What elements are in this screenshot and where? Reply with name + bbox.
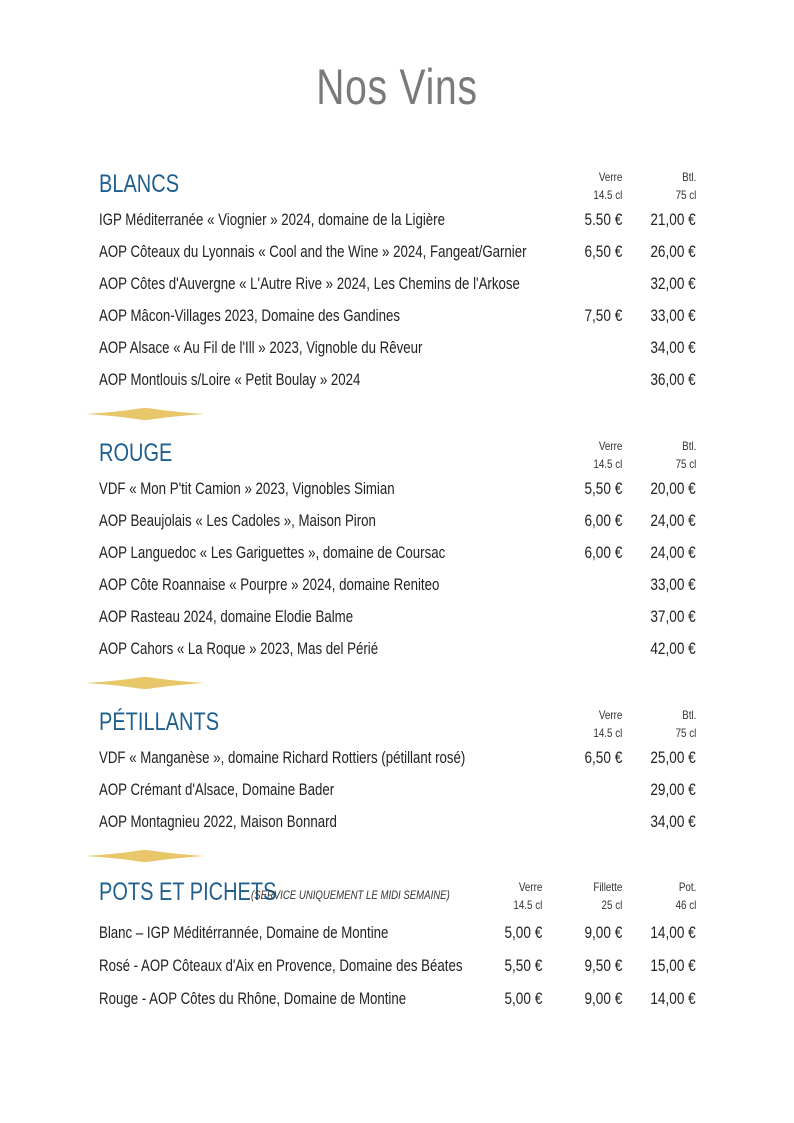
wine-name: AOP Montagnieu 2022, Maison Bonnard [99, 812, 337, 831]
bottle-price: 20,00 € [650, 479, 696, 498]
wine-name: Blanc – IGP Méditérrannée, Domaine de Montine [99, 923, 389, 942]
section-title-petillants: PÉTILLANTS [99, 708, 220, 736]
list-item [99, 607, 699, 631]
wine-name: AOP Côteaux du Lyonnais « Cool and the Wine » 2024, Fangeat/Garnier [99, 242, 527, 261]
section-title-blancs: BLANCS [99, 170, 180, 198]
bottle-price: 33,00 € [650, 306, 696, 325]
col-verre-head: Verre 14.5 cl [593, 439, 622, 471]
list-item [99, 543, 699, 567]
fillette-price: 9,50 € [584, 956, 622, 975]
glass-price: 6,50 € [584, 242, 622, 261]
wine-name: Rouge - AOP Côtes du Rhône, Domaine de Montine [99, 989, 407, 1008]
list-item [99, 274, 699, 298]
list-item [99, 370, 699, 394]
bottle-price: 24,00 € [650, 511, 696, 530]
fillette-price: 9,00 € [584, 923, 622, 942]
col-verre-head: Verre 14.5 cl [513, 880, 542, 912]
divider-ornament [86, 849, 204, 863]
bottle-price: 42,00 € [650, 639, 696, 658]
list-item [99, 923, 699, 947]
wine-name: AOP Alsace « Au Fil de l'Ill » 2023, Vignoble du Rêveur [99, 338, 423, 357]
list-item [99, 812, 699, 836]
glass-price: 6,00 € [584, 511, 622, 530]
list-item [99, 989, 699, 1013]
col-btl-head: Btl. 75 cl [675, 170, 696, 202]
col-btl-head: Btl. 75 cl [675, 439, 696, 471]
bottle-price: 26,00 € [650, 242, 696, 261]
col-btl-head: Btl. 75 cl [675, 708, 696, 740]
list-item [99, 956, 699, 980]
divider-ornament [86, 676, 204, 690]
glass-price: 5,50 € [584, 479, 622, 498]
bottle-price: 33,00 € [650, 575, 696, 594]
page-title: Nos Vins [316, 59, 478, 115]
col-pot-head: Pot. 46 cl [675, 880, 696, 912]
bottle-price: 34,00 € [650, 812, 696, 831]
wine-name: AOP Montlouis s/Loire « Petit Boulay » 2024 [99, 370, 361, 389]
wine-name: AOP Cahors « La Roque » 2023, Mas del Périé [99, 639, 379, 658]
bottle-price: 24,00 € [650, 543, 696, 562]
pot-price: 15,00 € [650, 956, 696, 975]
wine-name: AOP Rasteau 2024, domaine Elodie Balme [99, 607, 354, 626]
pot-price: 14,00 € [650, 989, 696, 1008]
bottle-price: 34,00 € [650, 338, 696, 357]
list-item [99, 575, 699, 599]
list-item [99, 780, 699, 804]
glass-price: 5,00 € [504, 923, 542, 942]
glass-price: 6,00 € [584, 543, 622, 562]
glass-price: 5,50 € [504, 956, 542, 975]
col-verre-head: Verre 14.5 cl [593, 170, 622, 202]
list-item [99, 306, 699, 330]
wine-name: VDF « Manganèse », domaine Richard Rottiers (pétillant rosé) [99, 748, 466, 767]
list-item [99, 338, 699, 362]
divider-ornament [86, 407, 204, 421]
col-verre-head: Verre 14.5 cl [593, 708, 622, 740]
glass-price: 7,50 € [584, 306, 622, 325]
wine-name: AOP Crémant d'Alsace, Domaine Bader [99, 780, 335, 799]
col-fillette-head: Fillette 25 cl [593, 880, 622, 912]
bottle-price: 21,00 € [650, 210, 696, 229]
wine-name: VDF « Mon P'tit Camion » 2023, Vignobles Simian [99, 479, 395, 498]
section-title-pots: POTS ET PICHETS [99, 878, 277, 906]
wine-name: AOP Beaujolais « Les Cadoles », Maison Piron [99, 511, 376, 530]
bottle-price: 36,00 € [650, 370, 696, 389]
fillette-price: 9,00 € [584, 989, 622, 1008]
bottle-price: 29,00 € [650, 780, 696, 799]
list-item [99, 242, 699, 266]
wine-name: Rosé - AOP Côteaux d'Aix en Provence, Domaine des Béates [99, 956, 463, 975]
pot-price: 14,00 € [650, 923, 696, 942]
section-title-rouge: ROUGE [99, 439, 173, 467]
bottle-price: 25,00 € [650, 748, 696, 767]
wine-name: AOP Côtes d'Auvergne « L'Autre Rive » 2024, Les Chemins de l'Arkose [99, 274, 520, 293]
wine-name: AOP Mâcon-Villages 2023, Domaine des Gandines [99, 306, 400, 325]
wine-name: AOP Côte Roannaise « Pourpre » 2024, domaine Reniteo [99, 575, 440, 594]
list-item [99, 210, 699, 234]
service-note: (SERVICE UNIQUEMENT LE MIDI SEMAINE) [251, 888, 450, 902]
glass-price: 6,50 € [584, 748, 622, 767]
glass-price: 5,00 € [504, 989, 542, 1008]
bottle-price: 37,00 € [650, 607, 696, 626]
list-item [99, 479, 699, 503]
wine-name: AOP Languedoc « Les Gariguettes », domaine de Coursac [99, 543, 446, 562]
list-item [99, 748, 699, 772]
list-item [99, 639, 699, 663]
list-item [99, 511, 699, 535]
wine-name: IGP Méditerranée « Viognier » 2024, domaine de la Ligière [99, 210, 445, 229]
bottle-price: 32,00 € [650, 274, 696, 293]
glass-price: 5.50 € [584, 210, 622, 229]
